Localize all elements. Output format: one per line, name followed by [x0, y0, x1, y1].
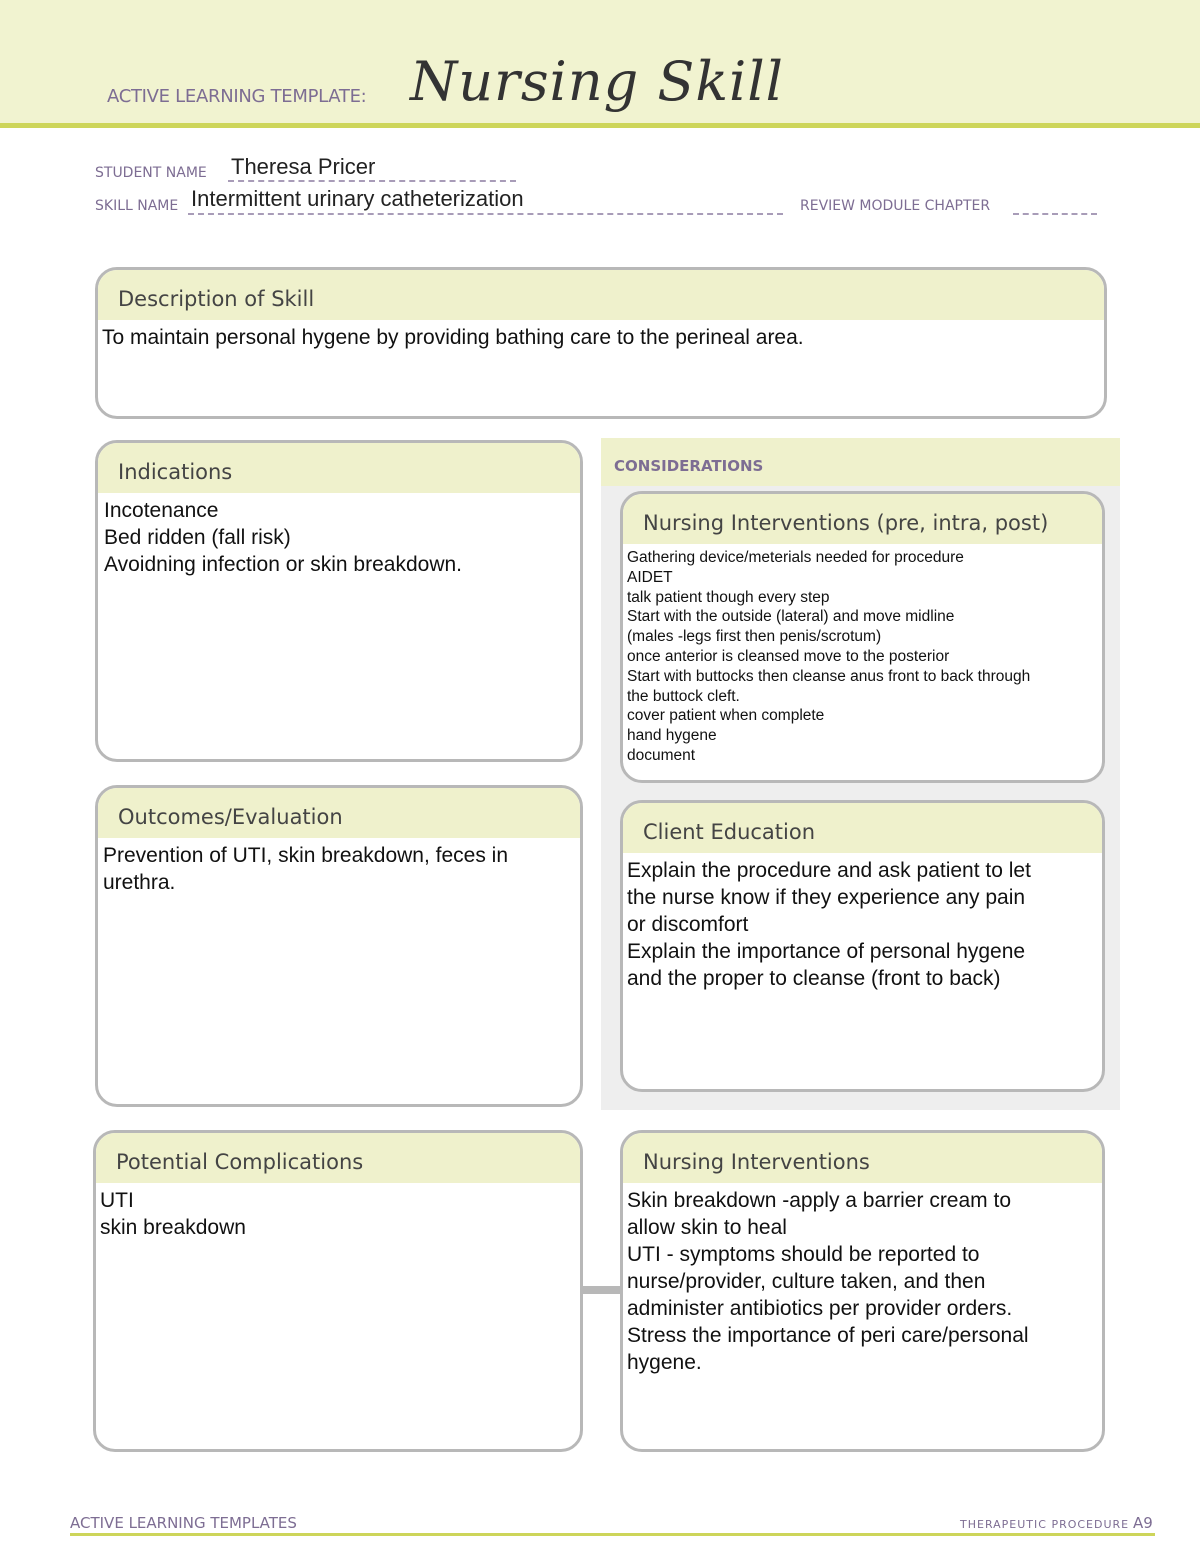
- indications-body[interactable]: Incotenance Bed ridden (fall risk) Avoidning infection or skin breakdown.: [104, 499, 462, 576]
- review-module-line: [1013, 213, 1097, 215]
- student-name-label: STUDENT NAME: [95, 165, 207, 181]
- review-module-label: REVIEW MODULE CHAPTER: [800, 198, 991, 214]
- connector-bar: [583, 1286, 621, 1294]
- client-education-title: Client Education: [623, 803, 1102, 853]
- page-number: A9: [1133, 1514, 1153, 1532]
- header-rule: [0, 123, 1200, 128]
- potential-complications-body[interactable]: UTI skin breakdown: [100, 1189, 246, 1239]
- potential-complications-box: [93, 1130, 583, 1452]
- description-box: [95, 267, 1107, 419]
- indications-title: Indications: [98, 443, 580, 493]
- footer-rule: [70, 1533, 1155, 1536]
- page-title: Nursing Skill: [410, 50, 784, 113]
- indications-box: [95, 440, 583, 762]
- client-education-box: [620, 800, 1105, 1092]
- description-title: Description of Skill: [98, 270, 1104, 320]
- student-name-value[interactable]: Theresa Pricer: [231, 154, 376, 179]
- nursing-interventions-body[interactable]: Skin breakdown -apply a barrier cream to allow skin to heal UTI - symptoms should be reported to nurse/provider, culture taken, and then administer antibiotics per provider orders. Stress the importance of peri care/personal hygene.: [627, 1189, 1029, 1374]
- template-label: ACTIVE LEARNING TEMPLATE:: [107, 86, 367, 107]
- skill-name-label: SKILL NAME: [95, 198, 179, 214]
- considerations-title: CONSIDERATIONS: [601, 438, 1120, 486]
- skill-name-value[interactable]: Intermittent urinary catheterization: [191, 186, 524, 211]
- nursing-interventions-title: Nursing Interventions: [623, 1133, 1102, 1183]
- client-education-body[interactable]: Explain the procedure and ask patient to let the nurse know if they experience any pain or discomfort Explain the importance of personal hygene and the proper to cleanse (front to back): [627, 859, 1031, 990]
- description-body[interactable]: To maintain personal hygene by providing bathing care to the perineal area.: [102, 326, 804, 349]
- outcomes-box: [95, 785, 583, 1107]
- nursing-interventions-box: [620, 1130, 1105, 1452]
- nursing-interventions-ppp-box: [620, 491, 1105, 783]
- skill-name-line: [188, 213, 783, 215]
- outcomes-title: Outcomes/Evaluation: [98, 788, 580, 838]
- potential-complications-title: Potential Complications: [96, 1133, 580, 1183]
- footer-left: ACTIVE LEARNING TEMPLATES: [70, 1514, 297, 1532]
- outcomes-body[interactable]: Prevention of UTI, skin breakdown, feces in urethra.: [103, 844, 509, 894]
- student-name-line: [228, 180, 516, 182]
- nursing-interventions-ppp-body[interactable]: Gathering device/meterials needed for procedure AIDET talk patient though every step Start with the outside (lateral) and move midline (males -legs first then penis/scrotum) once anterior is cleansed move to the posterior Start with buttocks then cleanse anus front to back through the buttock cleft. cover patient when complete hand hygene document: [627, 549, 1031, 764]
- footer-right: THERAPEUTIC PROCEDURE: [960, 1518, 1130, 1531]
- nursing-interventions-ppp-title: Nursing Interventions (pre, intra, post): [623, 494, 1102, 544]
